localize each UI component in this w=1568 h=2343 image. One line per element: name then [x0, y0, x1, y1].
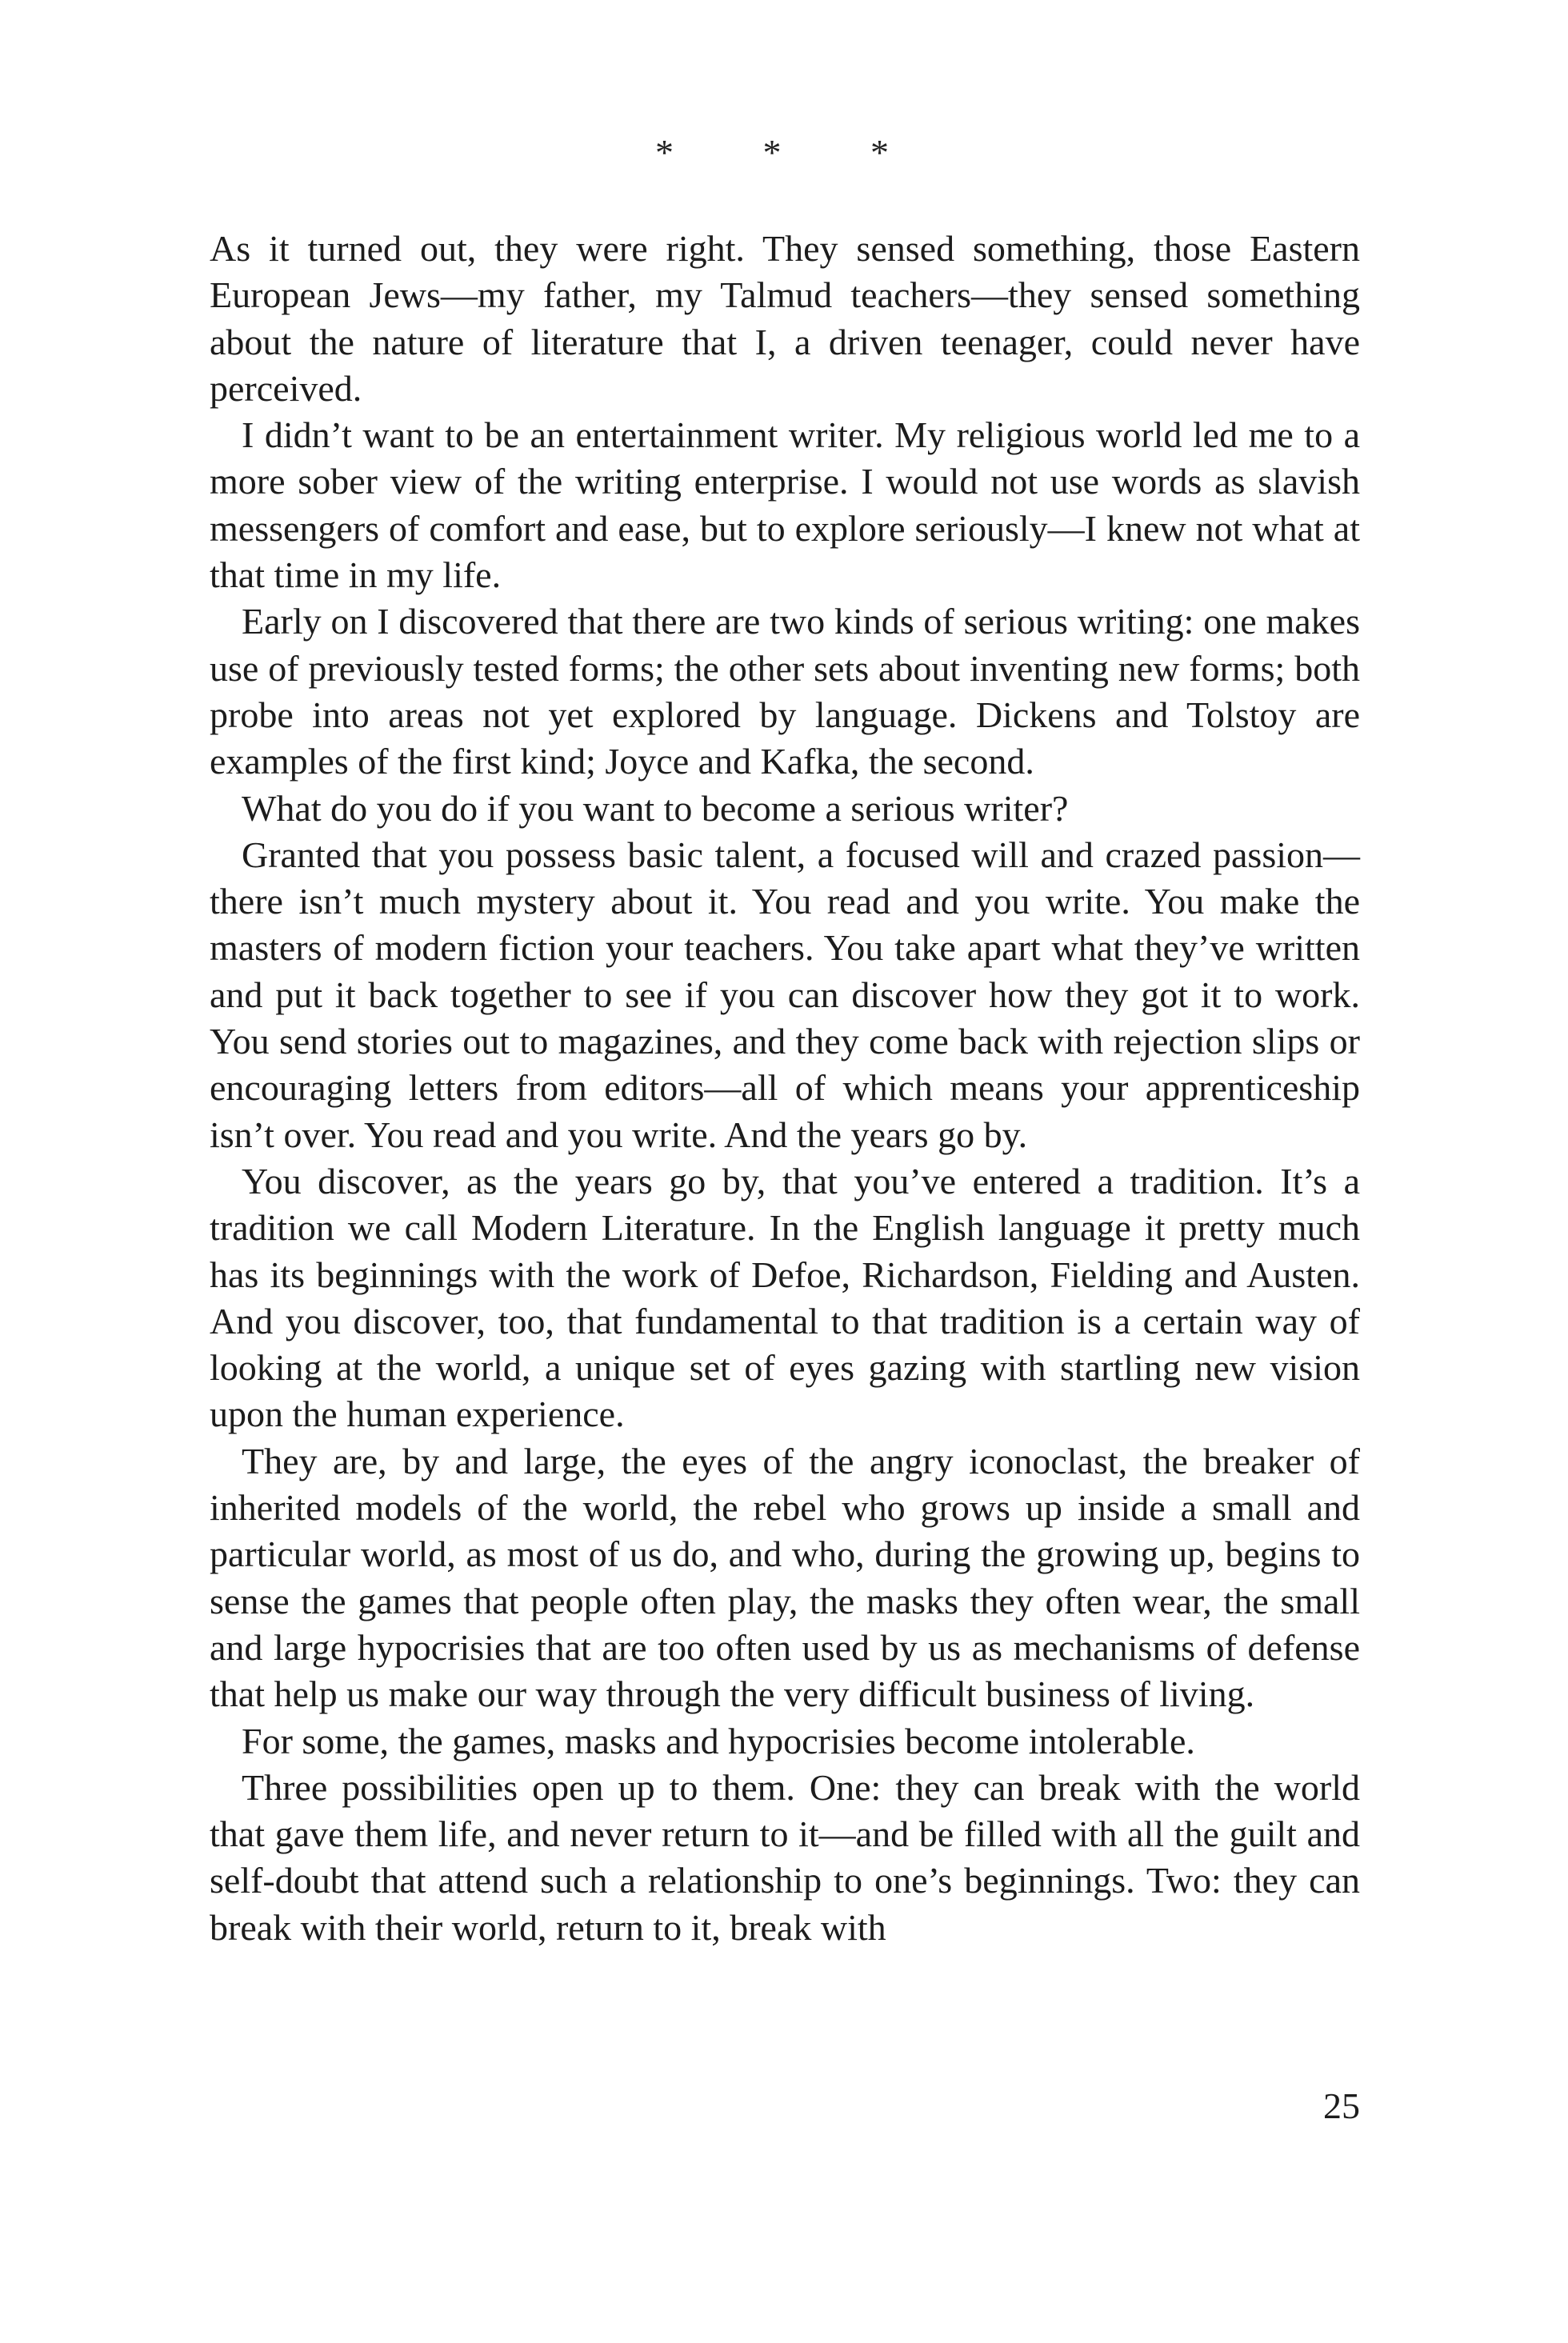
paragraph-6: You discover, as the years go by, that you’ve entered a tradition. It’s a tradition we call Modern Literature. In the English language it pretty much has its beginnings with the work of Defoe, Richardson, Fielding and Austen. And you discover, too, that fundamental to that tradition is a certain way of looking at the world, a unique set of eyes gazing with startling new vision upon the human experience. — [210, 1160, 1360, 1435]
paragraph-8: For some, the games, masks and hypocrisies become intolerable. — [242, 1720, 1195, 1761]
paragraph-3: Early on I discovered that there are two kinds of serious writing: one makes use of previously tested forms; the other sets about inventing new forms; both probe into areas not yet explored by language. Dickens and Tolstoy are examples of the first kind; Joyce and Kafka, the second. — [210, 601, 1360, 782]
paragraph-9: Three possibilities open up to them. One: they can break with the world that gave them life, and never return to it—and be filled with all the guilt and self-doubt that attend such a relationship to one’s beginnings. Two: they can break with their world, return to it, break with — [210, 1766, 1360, 1948]
paragraph-4: What do you do if you want to become a serious writer? — [242, 787, 1069, 829]
body-text — [210, 226, 1360, 1951]
page-number: 25 — [1323, 2085, 1360, 2126]
paragraph-2: I didn’t want to be an entertainment writer. My religious world led me to a more sober view of the writing enterprise. I would not use words as slavish messengers of comfort and ease, but to explore seriously—I knew not what at that time in my life. — [210, 414, 1360, 596]
paragraph-5: Granted that you possess basic talent, a focused will and crazed passion—there isn’t much mystery about it. You read and you write. You make the masters of modern fiction your teachers. You take apart what they’ve written and put it back together to see if you can discover how they got it to work. You send stories out to magazines, and they come back with rejection slips or encouraging letters from editors—all of which means your apprenticeship isn’t over. You read and you write. And the years go by. — [210, 834, 1360, 1155]
paragraph-1: As it turned out, they were right. They sensed something, those Eastern European Jews—my father, my Talmud teachers—they sensed something about the nature of literature that I, a driven teenager, could never have perceived. — [210, 228, 1360, 409]
paragraph-7: They are, by and large, the eyes of the angry iconoclast, the breaker of inherited models of the world, the rebel who grows up inside a small and particular world, as most of us do, and who, during the growing up, begins to sense the games that people often play, the masks they often wear, the small and large hypocrisies that are too often used by us as mechanisms of defense that help us make our way through the very difficult business of living. — [210, 1440, 1360, 1715]
section-break-asterisks: * * * — [655, 132, 913, 173]
